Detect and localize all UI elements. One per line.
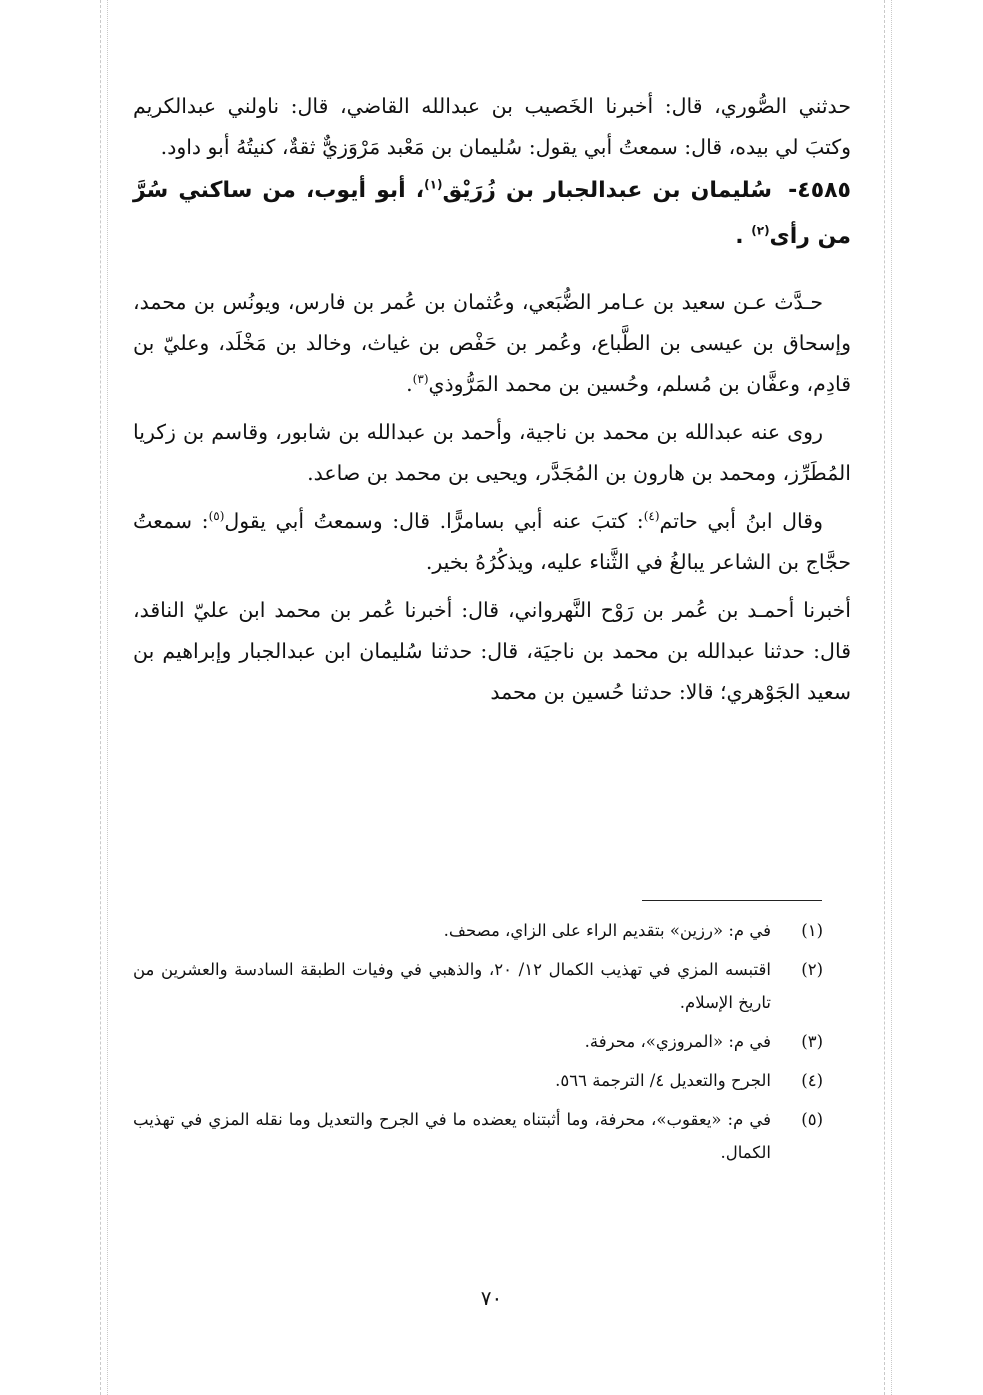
footnote-text: اقتبسه المزي في تهذيب الكمال ١٢/ ٢٠، والذهبي في وفيات الطبقة السادسة والعشرين من تاريخ الإسلام.: [133, 960, 771, 1012]
footnote-ref[interactable]: (٤): [643, 509, 660, 524]
footnote-number: (٢): [801, 960, 823, 979]
scan-margin-guide: [107, 0, 108, 1395]
footnote-number: (٤): [801, 1071, 823, 1090]
ibn-abi-hatim-paragraph: [133, 501, 851, 583]
footnote-separator: [642, 900, 822, 901]
footnote: [133, 953, 823, 1019]
biography-entry-heading: [133, 168, 851, 260]
narration-paragraph: [133, 282, 851, 405]
scan-margin-guide: [884, 0, 885, 1395]
quote-part: وقال ابنُ أبي حاتم: [659, 509, 823, 533]
quote-part: : كتبَ عنه أبي بسامرًّا. قال: وسمعتُ أبي يقول: [224, 509, 644, 533]
footnote: [133, 914, 823, 947]
narration-text: حـدَّث عـن سعيد بن عـامر الضُّبَعي، وعُثمان بن عُمر بن فارس، ويونُس بن محمد، وإسحاق بن عيسى بن الطَّباع، وعُمر بن حَفْص بن غياث، وخالد بن مَخْلَد، وعليّ بن قادِم، وعفَّان بن مُسلم، وحُسين بن محمد المَرُّوذي: [133, 290, 851, 396]
entry-number: ٤٥٨٥-: [788, 178, 851, 203]
footnote-text: في م: «يعقوب»، محرفة، وما أثبتناه يعضده ما في الجرح والتعديل وما نقله المزي في تهذيب الكمال.: [133, 1110, 771, 1162]
footnote-ref[interactable]: (٢): [751, 223, 770, 238]
footnote: [133, 1025, 823, 1058]
scan-margin-guide: [100, 0, 101, 1395]
footnote-number: (٣): [801, 1032, 823, 1051]
footnote-text: في م: «المروزي»، محرفة.: [584, 1032, 771, 1051]
footnotes: [133, 914, 823, 1175]
footnote-ref[interactable]: (٣): [412, 372, 429, 387]
footnote-text: في م: «رزين» بتقديم الراء على الزاي، مصحف.: [443, 921, 771, 940]
footnote: [133, 1103, 823, 1169]
entry-name: سُليمان بن عبدالجبار بن زُرَيْق: [442, 178, 773, 203]
page-body: [133, 86, 851, 713]
page-number: ٧٠: [480, 1286, 503, 1310]
footnote: [133, 1064, 823, 1097]
footnote-ref[interactable]: (٥): [208, 509, 225, 524]
footnote-text: الجرح والتعديل ٤/ الترجمة ٥٦٦.: [555, 1071, 771, 1090]
footnote-ref[interactable]: (١): [424, 177, 443, 192]
scan-margin-guide: [891, 0, 892, 1395]
entry-description: ، أبو أيوب، من ساكني سُرَّ من رأى: [133, 178, 851, 249]
narration-end: .: [406, 372, 413, 396]
intro-paragraph: حدثني الصُّوري، قال: أخبرنا الخَصيب بن عبدالله القاضي، قال: ناولني عبدالكريم وكتبَ لي بيده، قال: سمعتُ أبي يقول: سُليمان بن مَعْبد مَرْوَزيٌّ ثقةٌ، كنيتُهُ أبو داود.: [133, 94, 851, 159]
isnad-paragraph: أخبرنا أحمـد بن عُمر بن رَوْح النَّهرواني، قال: أخبرنا عُمر بن محمد ابن عليّ الناقد، قال: حدثنا عبدالله بن محمد بن ناجيَة، قال: حدثنا سُليمان ابن عبدالجبار وإبراهيم بن سعيد الجَوْهري؛ قالا: حدثنا حُسين بن محمد: [133, 598, 851, 704]
transmitters-paragraph: روى عنه عبدالله بن محمد بن ناجية، وأحمد بن عبدالله بن شابور، وقاسم بن زكريا المُطَرِّز، ومحمد بن هارون بن المُجَدَّر، ويحيى بن محمد بن صاعد.: [133, 420, 851, 485]
footnote-number: (١): [801, 921, 823, 940]
footnote-number: (٥): [801, 1110, 823, 1129]
entry-end: .: [735, 224, 744, 249]
quote-part: : سمعتُ حجَّاج بن الشاعر يبالغُ في الثَّناء عليه، ويذكُرُهُ بخير.: [133, 509, 851, 574]
